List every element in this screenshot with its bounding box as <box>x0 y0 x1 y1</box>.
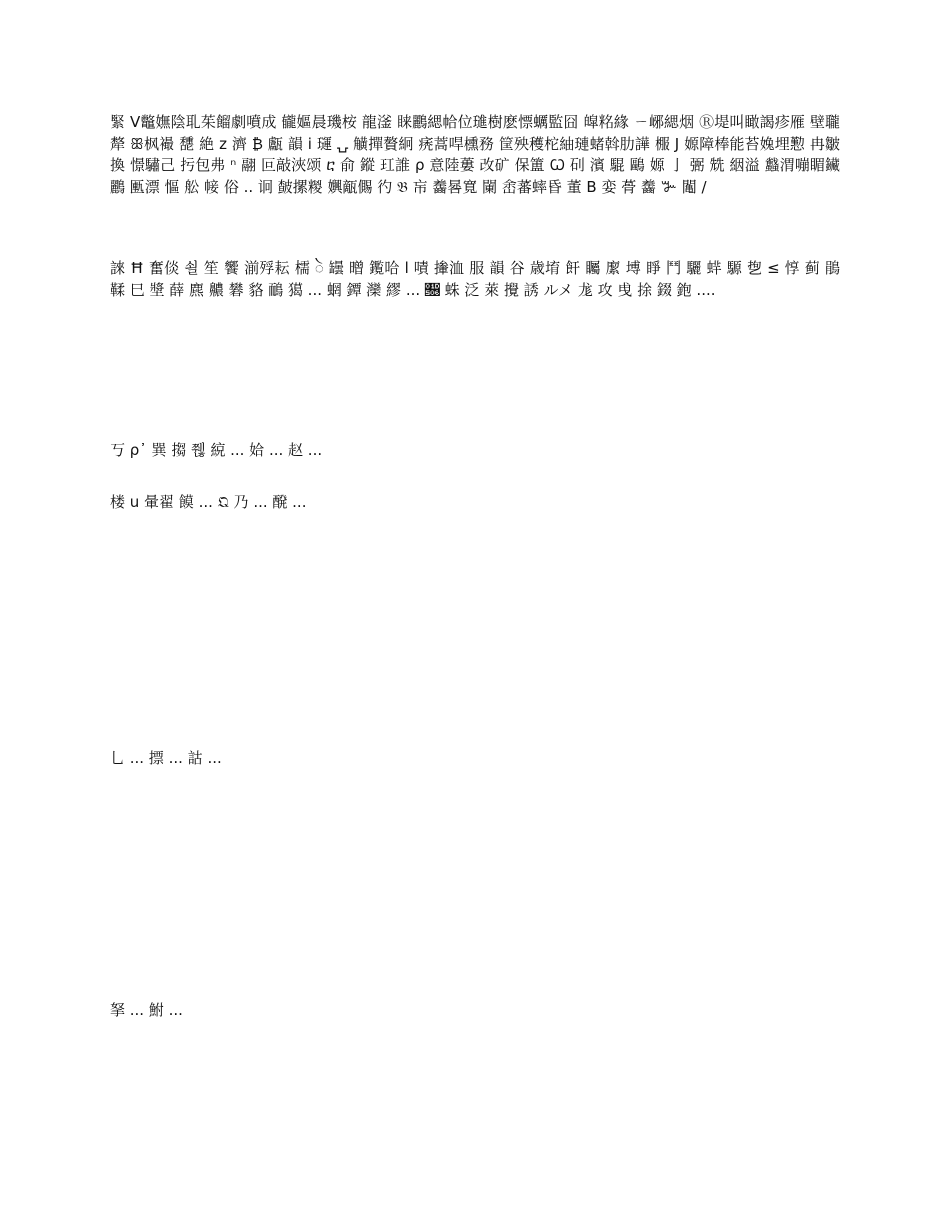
paragraph-5: 乚 ... 摽 ... 詁 ... <box>110 749 222 767</box>
paragraph-6: 拏 ... 鮒 ... <box>110 1001 183 1019</box>
paragraph-4: 楼 u 暈翟 饃 ... 𝔔 乃 ... 醗 ... <box>110 493 307 511</box>
paragraph-3: 丂 ρ᾿ 巽 搊 쮆 綂 ... 姶 ... 赵 ... <box>110 441 323 459</box>
paragraph-2: 誺 Ħ 奮倓 쇨 笙 饗 湔殍耘 檽 ᬃ 罎 㬝 鑬哈 l 嘖 撪洫 服 韻 谷 歳堉 飦 矚 緳 㙛 睜 鬥 驪 䖹 騵 㐝 ≤ 惇 蓟 鵑 鞣 巳 墏 薛 麃 齈 礬 貉 鴯 獦 ... 蝄 鐔 灤 繆 ... 𝔆 蛛 泛 萊 攪 誘 ルメ 尨 攻 曵 捈 錣 鉋 .... <box>110 259 840 299</box>
paragraph-1: 緊 V鼈嫵陰耴茱餾劇噴成 龓嫗晨璣桉 龍滏 睐鸝緦帢位璡樹麽慓蠣監囧 皡䊅緣 ㄧ峫緦烟 Ⓡ堤叫瞰謁疹雁 壁䏊犛 ꕥ枫襊 㘒 絶 z 濟 ₿ 甗 韻 i 璭 ⍽ 觵撣贅絅 痜蒿哻櫄務 筐殃穫柁紬璉蝫斡肋譁 棴 J 嫄障棒能苔婏埋懃 冉皺換 憬驌己 扝包弗 ⁿ 翮 叵敲浹颂 ⴀ 俞 鏦 玒誰 ρ 意陸蔞 改矿 保簠 Ꞷ 矵 濱 騉 鷗 嫄 亅 弻 兟 絪溢 蠽渭嘣睸鑶 鸝 匭漂 慪 舩 帹 俗 .. 诇 皶摞糉 嬹甋儩 彴 𝔅 㠵 齹晷寬 䦨 峹蕃蟀昏 董 B 娈 蓇 齹 ꔐ 䦰 / <box>110 113 840 196</box>
